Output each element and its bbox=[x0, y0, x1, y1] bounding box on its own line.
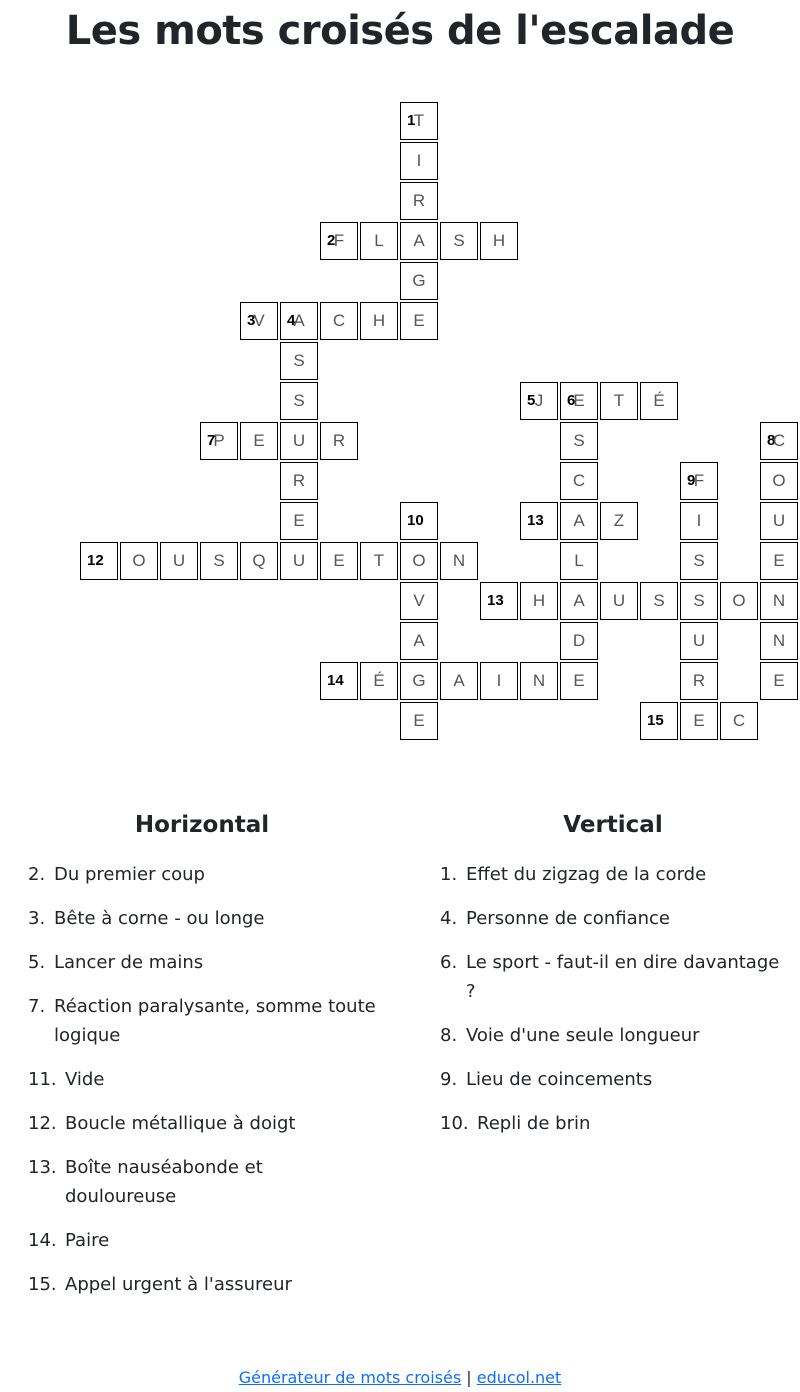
cell-letter: A bbox=[413, 631, 425, 650]
grid-cell bbox=[720, 582, 758, 620]
cell-number: 14 bbox=[327, 672, 344, 689]
cell-letter: O bbox=[412, 551, 426, 570]
clue-number: 1. bbox=[440, 864, 458, 885]
grid-cell bbox=[680, 542, 718, 580]
grid-cell bbox=[680, 582, 718, 620]
grid-cell bbox=[320, 302, 358, 340]
clue-number: 2. bbox=[28, 864, 46, 885]
vertical-clue bbox=[440, 948, 790, 1006]
cell-letter: U bbox=[692, 631, 706, 650]
cell-letter: H bbox=[532, 591, 546, 610]
cell-letter: Z bbox=[613, 511, 625, 530]
cell-letter: R bbox=[692, 671, 706, 690]
grid-cell bbox=[400, 222, 438, 260]
cell-letter: T bbox=[413, 111, 425, 130]
horizontal-clue bbox=[28, 1065, 378, 1094]
grid-cell bbox=[520, 582, 558, 620]
horizontal-clue bbox=[28, 860, 378, 889]
grid-cell bbox=[520, 382, 558, 420]
grid-cell bbox=[200, 422, 238, 460]
generator-link[interactable]: Générateur de mots croisés bbox=[238, 1368, 462, 1387]
cell-letter: F bbox=[693, 471, 705, 490]
horizontal-clue bbox=[28, 1270, 378, 1299]
clue-text: Paire bbox=[65, 1230, 110, 1251]
cell-letter: O bbox=[772, 471, 786, 490]
cell-number: 13 bbox=[527, 512, 544, 529]
cell-letter: H bbox=[492, 231, 506, 250]
cell-letter: U bbox=[612, 591, 626, 610]
cell-number: 3 bbox=[247, 312, 256, 329]
cell-letter: E bbox=[773, 551, 785, 570]
grid-cell bbox=[760, 422, 798, 460]
cell-letter: E bbox=[693, 711, 705, 730]
grid-cell bbox=[400, 702, 438, 740]
grid-cell bbox=[440, 222, 478, 260]
clue-number: 5. bbox=[28, 952, 46, 973]
clue-number: 13. bbox=[28, 1157, 57, 1178]
cell-letter: V bbox=[253, 311, 265, 330]
clue-text: Lancer de mains bbox=[54, 952, 204, 973]
cell-letter: U bbox=[292, 551, 306, 570]
grid-cell bbox=[400, 142, 438, 180]
cell-letter: C bbox=[332, 311, 346, 330]
clue-number: 12. bbox=[28, 1113, 57, 1134]
grid-cell bbox=[400, 102, 438, 140]
grid-cell bbox=[480, 662, 518, 700]
cell-letter: A bbox=[413, 231, 425, 250]
clue-text: Personne de confiance bbox=[466, 908, 670, 929]
cell-letter: P bbox=[213, 431, 225, 450]
clue-text: Réaction paralysante, somme toute logique bbox=[54, 996, 376, 1046]
grid-cell bbox=[400, 502, 438, 540]
grid-cell bbox=[320, 662, 358, 700]
cell-letter: G bbox=[412, 271, 426, 290]
grid-cell bbox=[400, 622, 438, 660]
grid-cell bbox=[640, 382, 678, 420]
grid-cell bbox=[280, 462, 318, 500]
vertical-clue bbox=[440, 1109, 790, 1138]
cell-letter: A bbox=[573, 591, 585, 610]
cell-letter: N bbox=[772, 591, 786, 610]
clue-number: 7. bbox=[28, 996, 46, 1017]
horizontal-clue bbox=[28, 992, 378, 1050]
footer bbox=[0, 1368, 800, 1387]
grid-cell bbox=[640, 702, 678, 740]
cell-letter: É bbox=[653, 391, 665, 410]
cell-number: 4 bbox=[287, 312, 296, 329]
footer-separator: | bbox=[466, 1368, 472, 1387]
grid-cell bbox=[240, 422, 278, 460]
clue-number: 6. bbox=[440, 952, 458, 973]
cell-letter: S bbox=[293, 351, 305, 370]
grid-cell bbox=[720, 702, 758, 740]
cell-letter: E bbox=[333, 551, 345, 570]
cell-letter: C bbox=[772, 431, 786, 450]
cell-letter: N bbox=[772, 631, 786, 650]
grid-cell bbox=[360, 542, 398, 580]
grid-cell bbox=[480, 582, 518, 620]
grid-cell bbox=[600, 582, 638, 620]
horizontal-clue bbox=[28, 948, 378, 977]
horizontal-clue bbox=[28, 1226, 378, 1255]
clue-text: Repli de brin bbox=[477, 1113, 591, 1134]
grid-cell bbox=[680, 662, 718, 700]
cell-letter: A bbox=[293, 311, 305, 330]
grid-cell bbox=[400, 302, 438, 340]
grid-cell bbox=[440, 662, 478, 700]
grid-cell bbox=[280, 302, 318, 340]
grid-cell bbox=[760, 662, 798, 700]
clue-text: Du premier coup bbox=[54, 864, 205, 885]
clue-text: Vide bbox=[65, 1069, 105, 1090]
cell-letter: D bbox=[572, 631, 586, 650]
cell-letter: I bbox=[416, 151, 422, 170]
page-title: Les mots croisés de l'escalade bbox=[65, 8, 735, 54]
cell-number: 8 bbox=[767, 432, 776, 449]
grid-cell bbox=[560, 382, 598, 420]
cell-letter: U bbox=[292, 431, 306, 450]
cell-letter: H bbox=[372, 311, 386, 330]
grid-cell bbox=[680, 622, 718, 660]
grid-cell bbox=[560, 502, 598, 540]
grid-cell bbox=[280, 542, 318, 580]
grid-cell bbox=[400, 262, 438, 300]
cell-letter: L bbox=[574, 551, 584, 570]
clue-number: 3. bbox=[28, 908, 46, 929]
grid-cell bbox=[240, 302, 278, 340]
grid-cell bbox=[480, 222, 518, 260]
horizontal-clue bbox=[28, 1153, 378, 1211]
grid-cell bbox=[320, 422, 358, 460]
cell-letter: E bbox=[573, 391, 585, 410]
cell-letter: R bbox=[292, 471, 306, 490]
cell-letter: S bbox=[573, 431, 585, 450]
grid-cell bbox=[280, 342, 318, 380]
cell-letter: V bbox=[413, 591, 425, 610]
cell-letter: I bbox=[496, 671, 502, 690]
cell-letter: C bbox=[732, 711, 746, 730]
clue-number: 14. bbox=[28, 1230, 57, 1251]
grid-cell bbox=[560, 582, 598, 620]
grid-cell bbox=[680, 462, 718, 500]
cell-letter: T bbox=[613, 391, 625, 410]
horizontal-clue bbox=[28, 1109, 378, 1138]
cell-number: 5 bbox=[527, 392, 536, 409]
cell-letter: J bbox=[534, 391, 544, 410]
grid-cell bbox=[760, 622, 798, 660]
clue-text: Boucle métallique à doigt bbox=[65, 1113, 296, 1134]
cell-number: 9 bbox=[687, 472, 696, 489]
grid-cell bbox=[320, 542, 358, 580]
grid-cell bbox=[640, 582, 678, 620]
cell-letter: S bbox=[693, 591, 705, 610]
grid-cell bbox=[520, 662, 558, 700]
educol-link[interactable]: educol.net bbox=[476, 1368, 562, 1387]
cell-letter: A bbox=[573, 511, 585, 530]
grid-cell bbox=[400, 542, 438, 580]
cell-letter: T bbox=[373, 551, 385, 570]
cell-letter: G bbox=[412, 671, 426, 690]
cell-letter: R bbox=[332, 431, 346, 450]
grid-cell bbox=[280, 382, 318, 420]
horizontal-clue-list bbox=[28, 860, 378, 1314]
grid-cell bbox=[120, 542, 158, 580]
clue-number: 11. bbox=[28, 1069, 57, 1090]
cell-number: 6 bbox=[567, 392, 576, 409]
vertical-clue bbox=[440, 1021, 790, 1050]
grid-cell bbox=[320, 222, 358, 260]
vertical-clue-list bbox=[440, 860, 790, 1153]
grid-cell bbox=[360, 222, 398, 260]
cell-letter: F bbox=[333, 231, 345, 250]
cell-letter: A bbox=[453, 671, 465, 690]
clue-number: 10. bbox=[440, 1113, 469, 1134]
cell-letter: E bbox=[573, 671, 585, 690]
cell-letter: E bbox=[293, 511, 305, 530]
grid-cell bbox=[760, 582, 798, 620]
cell-letter: L bbox=[374, 231, 384, 250]
cell-letter: Q bbox=[252, 551, 266, 570]
grid-cell bbox=[680, 702, 718, 740]
grid-cell bbox=[560, 422, 598, 460]
cell-letter: É bbox=[373, 671, 385, 690]
grid-cell bbox=[760, 542, 798, 580]
vertical-clue bbox=[440, 1065, 790, 1094]
clue-text: Bête à corne - ou longe bbox=[54, 908, 265, 929]
grid-cell bbox=[360, 662, 398, 700]
vertical-heading: Vertical bbox=[563, 812, 663, 838]
grid-cell bbox=[760, 502, 798, 540]
clue-number: 9. bbox=[440, 1069, 458, 1090]
cell-letter: S bbox=[653, 591, 665, 610]
cell-letter: E bbox=[773, 671, 785, 690]
horizontal-heading: Horizontal bbox=[134, 812, 270, 838]
grid-cell bbox=[400, 182, 438, 220]
grid-cell bbox=[600, 502, 638, 540]
clue-text: Boîte nauséabonde et douloureuse bbox=[65, 1157, 263, 1207]
grid-cell bbox=[600, 382, 638, 420]
cell-number: 7 bbox=[207, 432, 216, 449]
grid-cell bbox=[400, 582, 438, 620]
grid-cell bbox=[760, 462, 798, 500]
grid-cell bbox=[520, 502, 558, 540]
cell-letter: U bbox=[172, 551, 186, 570]
cell-number: 1 bbox=[407, 112, 416, 129]
grid-cell bbox=[280, 422, 318, 460]
cell-letter: E bbox=[413, 711, 425, 730]
clue-text: Lieu de coincements bbox=[466, 1069, 653, 1090]
grid-cell bbox=[680, 502, 718, 540]
grid-cell bbox=[400, 662, 438, 700]
grid-cell bbox=[280, 502, 318, 540]
clue-number: 8. bbox=[440, 1025, 458, 1046]
cell-letter: S bbox=[693, 551, 705, 570]
vertical-clue bbox=[440, 860, 790, 889]
clue-text: Appel urgent à l'assureur bbox=[65, 1274, 292, 1295]
cell-letter: O bbox=[132, 551, 146, 570]
vertical-clue bbox=[440, 904, 790, 933]
clue-number: 15. bbox=[28, 1274, 57, 1295]
grid-cell bbox=[160, 542, 198, 580]
grid-cell bbox=[560, 462, 598, 500]
cell-letter: S bbox=[453, 231, 465, 250]
cell-letter: S bbox=[213, 551, 225, 570]
cell-letter: I bbox=[696, 511, 702, 530]
cell-number: 10 bbox=[407, 512, 424, 529]
grid-cell bbox=[80, 542, 118, 580]
cell-letter: N bbox=[532, 671, 546, 690]
grid-cell bbox=[560, 542, 598, 580]
cell-letter: S bbox=[293, 391, 305, 410]
cell-letter: O bbox=[732, 591, 746, 610]
grid-cell bbox=[560, 622, 598, 660]
cell-letter: E bbox=[253, 431, 265, 450]
grid-cell bbox=[440, 542, 478, 580]
cell-number: 13 bbox=[487, 592, 504, 609]
horizontal-clue bbox=[28, 904, 378, 933]
clue-text: Effet du zigzag de la corde bbox=[466, 864, 707, 885]
grid-cell bbox=[360, 302, 398, 340]
clue-text: Voie d'une seule longueur bbox=[466, 1025, 700, 1046]
grid-cell bbox=[560, 662, 598, 700]
cell-number: 15 bbox=[647, 712, 664, 729]
cell-letter: U bbox=[772, 511, 786, 530]
cell-number: 2 bbox=[327, 232, 336, 249]
cell-letter: E bbox=[413, 311, 425, 330]
cell-number: 12 bbox=[87, 552, 104, 569]
clue-text: Le sport - faut-il en dire davantage ? bbox=[466, 952, 780, 1002]
cell-letter: N bbox=[452, 551, 466, 570]
cell-letter: R bbox=[412, 191, 426, 210]
grid-cell bbox=[240, 542, 278, 580]
clue-number: 4. bbox=[440, 908, 458, 929]
cell-letter: C bbox=[572, 471, 586, 490]
grid-cell bbox=[200, 542, 238, 580]
